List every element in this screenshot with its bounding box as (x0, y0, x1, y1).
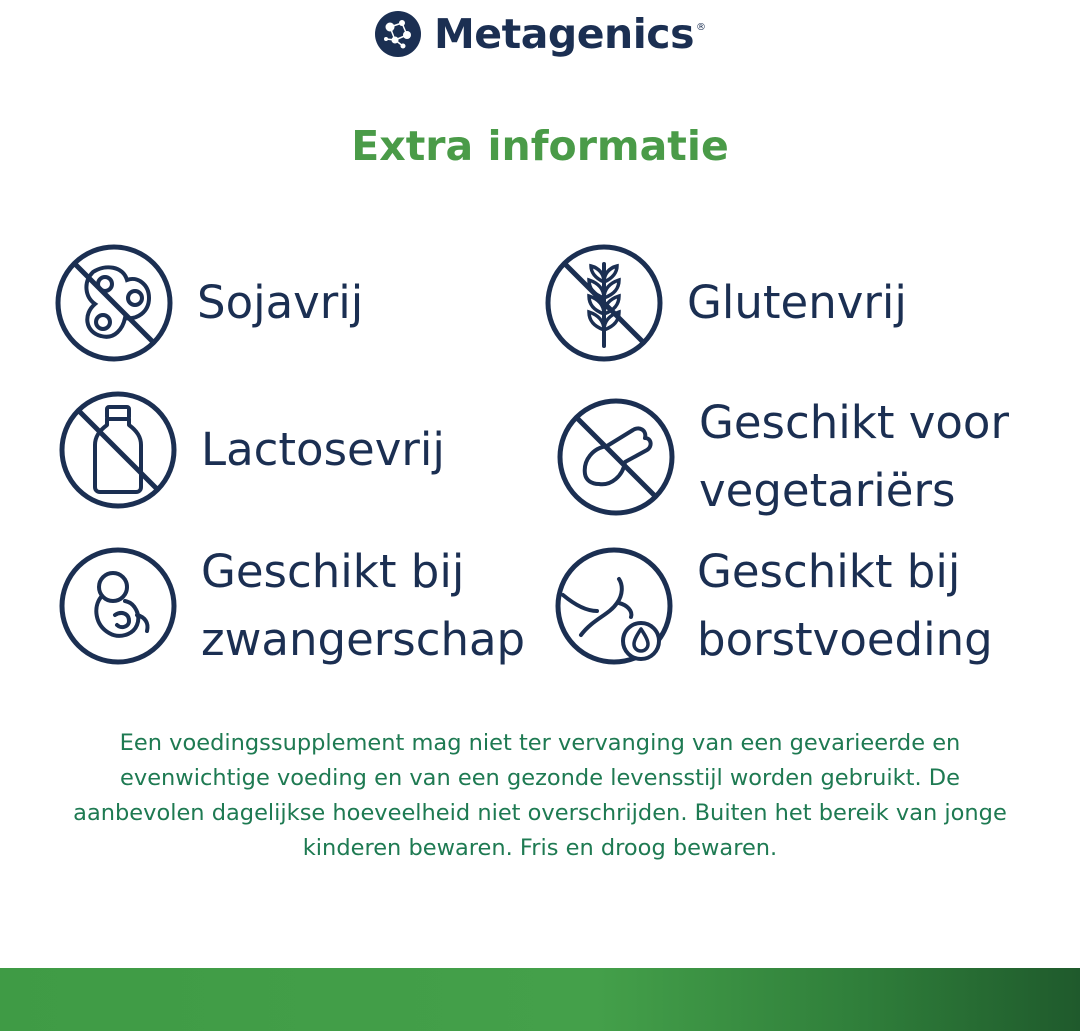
feature-label (197, 269, 363, 337)
feature-label-line: zwangerschap (201, 613, 526, 666)
feature-lactose-free (57, 389, 445, 511)
feature-label-line: Glutenvrij (687, 276, 907, 329)
registered-mark: ® (695, 22, 706, 33)
feature-vegetarian (555, 389, 1009, 525)
pregnancy-icon (57, 545, 179, 667)
feature-label (699, 389, 1009, 525)
feature-label (201, 538, 525, 674)
feature-label-line: vegetariërs (699, 464, 956, 517)
feature-label-line: Sojavrij (197, 276, 364, 329)
feature-soy-free (53, 242, 363, 364)
feature-label-line: borstvoeding (697, 613, 993, 666)
feature-label-line: Geschikt voor (699, 396, 1009, 449)
feature-breastfeeding (553, 538, 993, 674)
footer-bar (0, 968, 1080, 1031)
brand-name: Metagenics (434, 10, 694, 58)
metagenics-logo-icon (374, 10, 422, 58)
vegetarian-icon (555, 396, 677, 518)
feature-label (687, 269, 907, 337)
feature-pregnancy (57, 538, 525, 674)
feature-label-line: Geschikt bij (201, 545, 465, 598)
feature-label (201, 416, 445, 484)
soy-free-icon (53, 242, 175, 364)
brand-logo (0, 8, 1080, 60)
lactose-free-icon (57, 389, 179, 511)
gluten-free-icon (543, 242, 665, 364)
disclaimer-text: Een voedingssupplement mag niet ter vervanging van een gevarieerde en evenwichtige voeding en van een gezonde levensstijl worden gebruikt. De aanbevolen dagelijkse hoeveelheid niet overschrijden. Buiten het bereik van jonge kinderen bewaren. Fris en droog bewaren. (73, 730, 1007, 861)
section-title: Extra informatie (351, 122, 729, 170)
feature-label (697, 538, 993, 674)
breastfeeding-icon (553, 545, 675, 667)
feature-label-line: Lactosevrij (201, 423, 445, 476)
feature-gluten-free (543, 242, 907, 364)
feature-label-line: Geschikt bij (697, 545, 961, 598)
